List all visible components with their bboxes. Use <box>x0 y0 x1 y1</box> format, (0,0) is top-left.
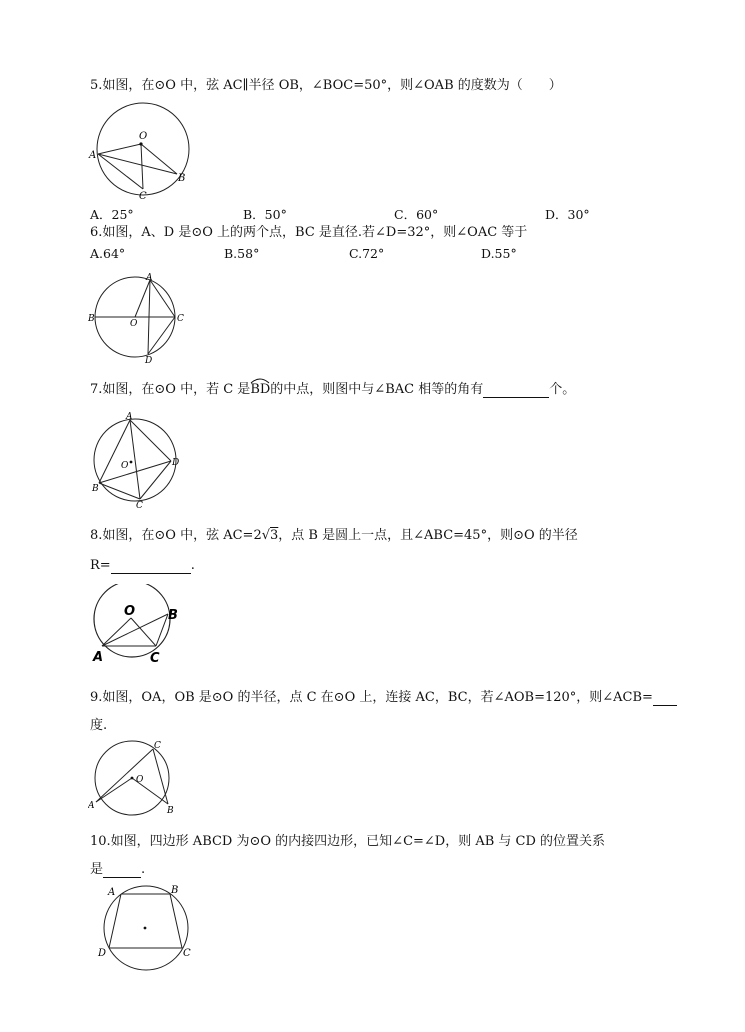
arc-mark-icon <box>250 376 270 384</box>
q5-figure <box>88 96 198 206</box>
q6-figure <box>88 270 188 365</box>
q7-stem <box>90 382 575 398</box>
q8-figure <box>88 584 188 668</box>
q5-label-b: B <box>178 173 186 184</box>
q8-line-ao <box>102 618 131 646</box>
q7-label-d: D <box>172 458 180 468</box>
q8-stem <box>90 528 578 544</box>
q7-line-cd <box>140 461 171 499</box>
q7-label-o: O <box>121 461 129 471</box>
q9-line2: 度. <box>90 718 108 733</box>
q5-label-c: C <box>139 191 147 202</box>
q8-label-a: A <box>93 650 104 665</box>
q6-option-d: D.55° <box>481 246 517 261</box>
q7-stem-before: 7.如图，在⊙O 中，若 C 是 <box>90 382 251 397</box>
q5-option-c: C．60° <box>394 207 439 222</box>
q5-stem: 5.如图，在⊙O 中，弦 AC∥半径 OB，∠BOC=50°，则∠OAB 的度数为（ ） <box>90 78 562 93</box>
q10-label-c: C <box>183 948 191 959</box>
q7-line-bd <box>99 461 171 483</box>
q8-label-b: B <box>168 608 178 623</box>
q7-center-dot <box>130 461 133 464</box>
q10-label-b: B <box>171 885 179 896</box>
q10-answer-blank[interactable] <box>103 864 141 878</box>
q9-stem: 9.如图，OA，OB 是⊙O 的半径，点 C 在⊙O 上，连接 AC，BC，若∠AOB=120°，则∠ACB= <box>90 690 677 706</box>
q9-answer-blank[interactable] <box>653 692 677 706</box>
q10-line-bc <box>170 894 182 948</box>
q6-option-a: A.64° <box>90 246 126 261</box>
q6-option-b: B.58° <box>224 246 260 261</box>
q7-label-c: C <box>136 501 143 510</box>
q10-stem: 10.如图，四边形 ABCD 为⊙O 的内接四边形，已知∠C=∠D，则 AB 与 CD 的位置关系 <box>90 834 606 849</box>
q7-line-ac <box>130 420 140 499</box>
q6-line-ao <box>135 280 150 317</box>
q7-answer-blank[interactable] <box>483 384 549 398</box>
q8-line-oc <box>131 618 156 646</box>
q5-center-dot <box>139 142 142 145</box>
q8-label-c: C <box>150 651 160 666</box>
q9-line-ao <box>96 778 132 802</box>
q5-option-d: D．30° <box>545 207 590 222</box>
q10-label-d: D <box>98 948 107 959</box>
q5-option-b: B．50° <box>243 207 287 222</box>
q6-label-b: B <box>88 314 95 324</box>
q6-label-c: C <box>177 314 184 324</box>
q10-figure <box>92 882 202 974</box>
q8-line2: R= . <box>90 558 195 573</box>
q5-label-o: O <box>139 131 148 142</box>
q9-label-o: O <box>136 775 144 785</box>
q5-line-oc <box>141 144 143 189</box>
q7-figure <box>88 410 188 510</box>
sqrt-icon: √ <box>261 528 271 543</box>
q5-label-a: A <box>89 150 97 161</box>
q9-line-cb <box>153 749 168 804</box>
q5-option-a: A．25° <box>90 207 134 222</box>
q6-line-ac <box>150 280 175 317</box>
q8-stem-after: ，点 B 是圆上一点，且∠ABC=45°，则⊙O 的半径 <box>278 528 578 543</box>
q9-label-b: B <box>167 806 174 816</box>
q6-stem: 6.如图，A、D 是⊙O 上的两个点，BC 是直径.若∠D=32°，则∠OAC 等于 <box>90 225 528 240</box>
q7-line-ad <box>130 420 171 461</box>
q5-line-ao <box>98 144 141 154</box>
q8-sqrt-arg: 3 <box>270 528 279 543</box>
q9-label-c: C <box>154 741 161 751</box>
q8-answer-blank[interactable] <box>111 560 191 574</box>
q9-center-dot <box>131 777 134 780</box>
q6-option-c: C.72° <box>349 246 385 261</box>
q8-label-o: O <box>124 604 136 619</box>
q10-line2: 是 . <box>90 862 146 877</box>
q8-stem-before: 8.如图，在⊙O 中，弦 AC=2 <box>90 528 262 543</box>
q7-line-ab <box>99 420 130 483</box>
q9-line-ac <box>96 749 153 802</box>
q9-label-a: A <box>88 801 95 811</box>
q10-line-da <box>109 894 121 948</box>
q7-label-a: A <box>126 412 133 422</box>
q7-stem-after: 的中点，则图中与∠BAC 相等的角有 <box>270 382 484 397</box>
q7-arc-bd: BD <box>250 382 270 398</box>
q6-label-o: O <box>130 319 138 329</box>
q6-label-a: A <box>146 273 153 283</box>
q6-label-d: D <box>145 356 153 365</box>
q10-center-dot <box>144 927 147 930</box>
q9-figure <box>88 736 188 820</box>
q7-label-b: B <box>92 484 99 494</box>
q7-line-bc <box>99 483 140 499</box>
q7-stem-end: 个。 <box>549 382 576 397</box>
q10-label-a: A <box>108 887 116 898</box>
